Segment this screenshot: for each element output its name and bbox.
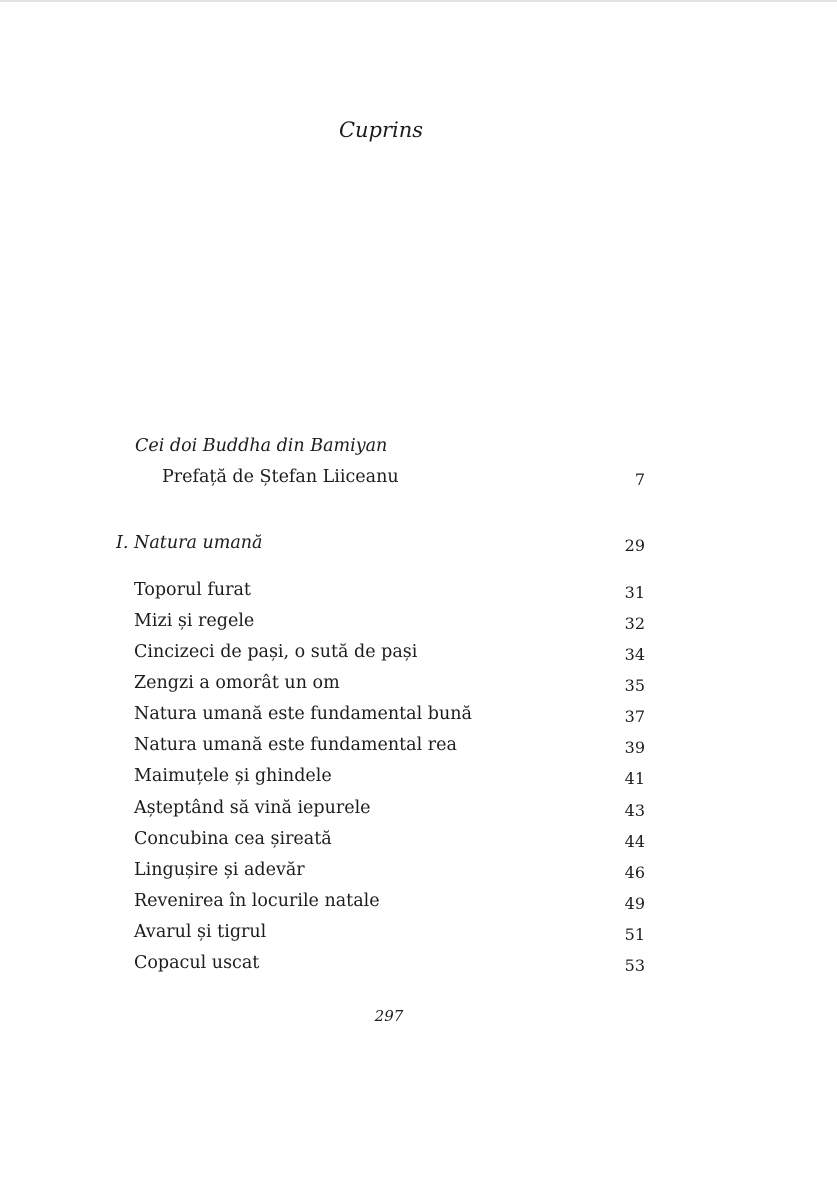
preface-author-line: Prefață de Ștefan Liiceanu: [162, 467, 399, 487]
toc-entry-title: Mizi și regele: [134, 611, 255, 631]
toc-entry-page: 51: [624, 925, 645, 944]
toc-entry: [0, 670, 837, 696]
toc-entry-title: Toporul furat: [134, 580, 251, 600]
toc-entry-title: Revenirea în locurile natale: [134, 891, 380, 911]
toc-entry-page: 35: [624, 676, 645, 695]
toc-entry: [0, 639, 837, 665]
toc-entry-page: 39: [624, 738, 645, 757]
page-top-border: [0, 0, 837, 2]
toc-entry: [0, 857, 837, 883]
toc-entry-title: Maimuțele și ghindele: [134, 766, 332, 786]
toc-entry: [0, 577, 837, 603]
toc-entry: [0, 701, 837, 727]
toc-entry-title: Natura umană este fundamental bună: [134, 704, 472, 724]
toc-entry-page: 49: [624, 894, 645, 913]
toc-entry-page: 31: [624, 583, 645, 602]
page-folio-number: 297: [374, 1007, 404, 1025]
toc-entry-page: 41: [624, 769, 645, 788]
toc-entry-title: Natura umană este fundamental rea: [134, 735, 457, 755]
toc-entry-title: Avarul și tigrul: [134, 922, 267, 942]
toc-entry-page: 46: [624, 863, 645, 882]
toc-entry-page: 37: [624, 707, 645, 726]
toc-entry-title: Zengzi a omorât un om: [134, 673, 340, 693]
toc-section-heading: [0, 530, 837, 556]
toc-entry-title: Lingușire și adevăr: [134, 860, 305, 880]
toc-entry-preface: [0, 464, 837, 490]
toc-entry: [0, 763, 837, 789]
preface-page-number: 7: [634, 470, 645, 489]
toc-entry: [0, 950, 837, 976]
toc-entry-title: Cincizeci de pași, o sută de pași: [134, 642, 418, 662]
toc-entry: [0, 795, 837, 821]
toc-entry-title: Copacul uscat: [134, 953, 260, 973]
preface-heading: Cei doi Buddha din Bamiyan: [135, 436, 388, 456]
page-title: Cuprins: [338, 118, 424, 142]
toc-entry-page: 44: [624, 832, 645, 851]
toc-entry: [0, 826, 837, 852]
toc-entry-title: Așteptând să vină iepurele: [134, 798, 371, 818]
toc-entry-page: 34: [624, 645, 645, 664]
section-title: I. Natura umană: [116, 533, 263, 553]
toc-entry: [0, 732, 837, 758]
toc-entry: [0, 919, 837, 945]
toc-entry-page: 32: [624, 614, 645, 633]
toc-entry: [0, 608, 837, 634]
toc-entry-page: 43: [624, 801, 645, 820]
toc-entry: [0, 888, 837, 914]
section-page-number: 29: [624, 536, 645, 555]
toc-entry-page: 53: [624, 956, 645, 975]
toc-entry-title: Concubina cea șireată: [134, 829, 332, 849]
preface-heading-line: [0, 433, 837, 459]
